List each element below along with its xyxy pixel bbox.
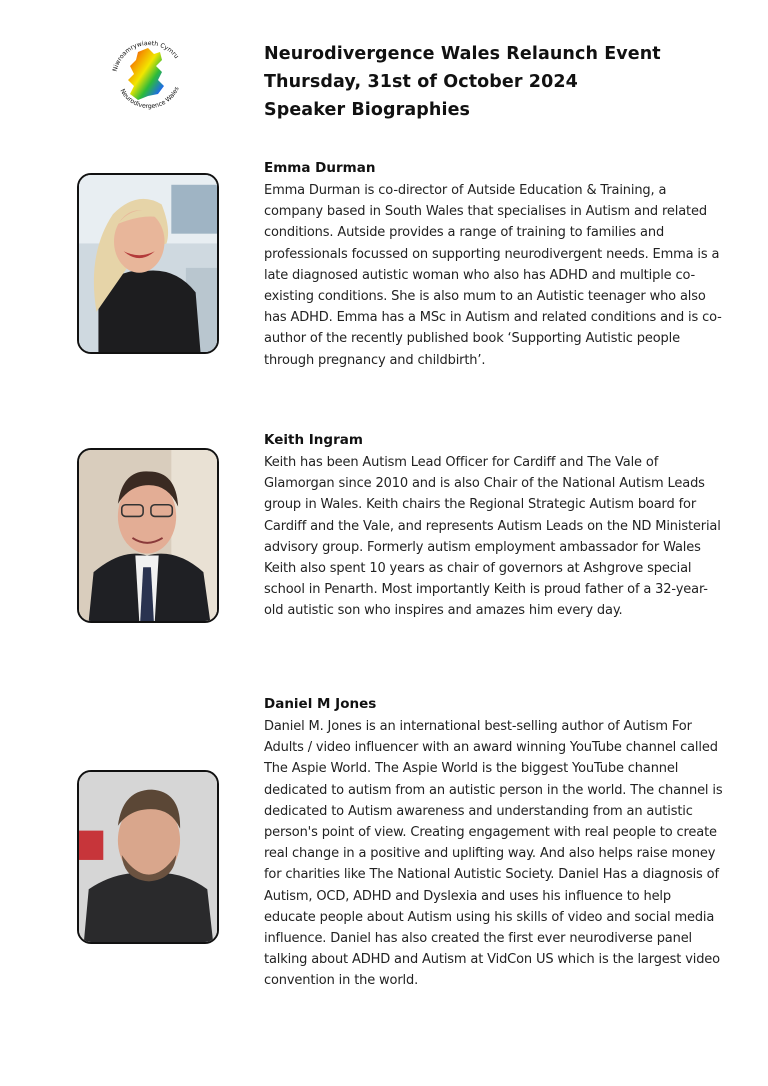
neurodivergence-wales-logo xyxy=(108,34,190,116)
section-title: Speaker Biographies xyxy=(264,100,471,120)
speaker-bio-text: Daniel M. Jones is an international best-selling author of Autism For Adults / video influencer with an award winning YouTube channel called The Aspie World. The Aspie World is the biggest YouTube channel dedicated to autism from an autistic person in the world. The channel is dedicated to Autism awareness and understanding from an autistic person's point of view. Creating engagement with real people to create real change in a positive and uplifting way. And also helps raise money for charities like The National Autistic Society. Daniel Has a diagnosis of Autism, OCD, ADHD and Dyslexia and uses his influence to help educate people about Autism using his skills of video and social media influence. Daniel has also created the first ever neurodiverse panel talking about ADHD and Autism at VidCon US which is the largest video convention in the world. xyxy=(264,719,723,989)
event-date: Thursday, 31st of October 2024 xyxy=(264,72,578,92)
speaker-bio-text: Emma Durman is co-director of Autside Education & Training, a company based in South Wales that specialises in Autism and related conditions. Autside provides a range of training to families and professionals focussed on supporting neurodivergent needs. Emma is a late diagnosed autistic woman who also has ADHD and multiple co-existing conditions. She is also mum to an Autistic teenager who also has ADHD. Emma has a MSc in Autism and related conditions and is co-author of the recently published book ‘Supporting Autistic people through pregnancy and childbirth’. xyxy=(264,183,722,368)
document-header xyxy=(264,40,661,124)
logo-text-top: Niwroamrywiaeth Cymru xyxy=(111,39,180,73)
speaker-bio-emma-durman xyxy=(264,158,724,371)
speaker-photo-daniel-m-jones xyxy=(77,770,219,944)
speaker-name: Emma Durman xyxy=(264,160,376,176)
speaker-photo-keith-ingram xyxy=(77,448,219,623)
speaker-name: Daniel M Jones xyxy=(264,696,377,712)
speaker-bio-text: Keith has been Autism Lead Officer for Cardiff and The Vale of Glamorgan since 2010 and is also Chair of the National Autism Leads group in Wales. Keith chairs the Regional Strategic Autism board for Cardiff and the Vale, and represents Autism Leads on the ND Ministerial advisory group. Formerly autism employment ambassador for Wales Keith also spent 10 years as chair of governors at Ashgrove special school in Penarth. Most importantly Keith is proud father of a 32-year-old autistic son who inspires and amazes him every day. xyxy=(264,455,721,619)
speaker-name: Keith Ingram xyxy=(264,432,363,448)
speaker-bio-keith-ingram xyxy=(264,430,724,622)
logo-text-bottom: Neurodivergence Wales xyxy=(118,85,181,111)
speaker-photo-emma-durman xyxy=(77,173,219,354)
event-title: Neurodivergence Wales Relaunch Event xyxy=(264,44,661,64)
speaker-bio-daniel-m-jones xyxy=(264,694,724,992)
